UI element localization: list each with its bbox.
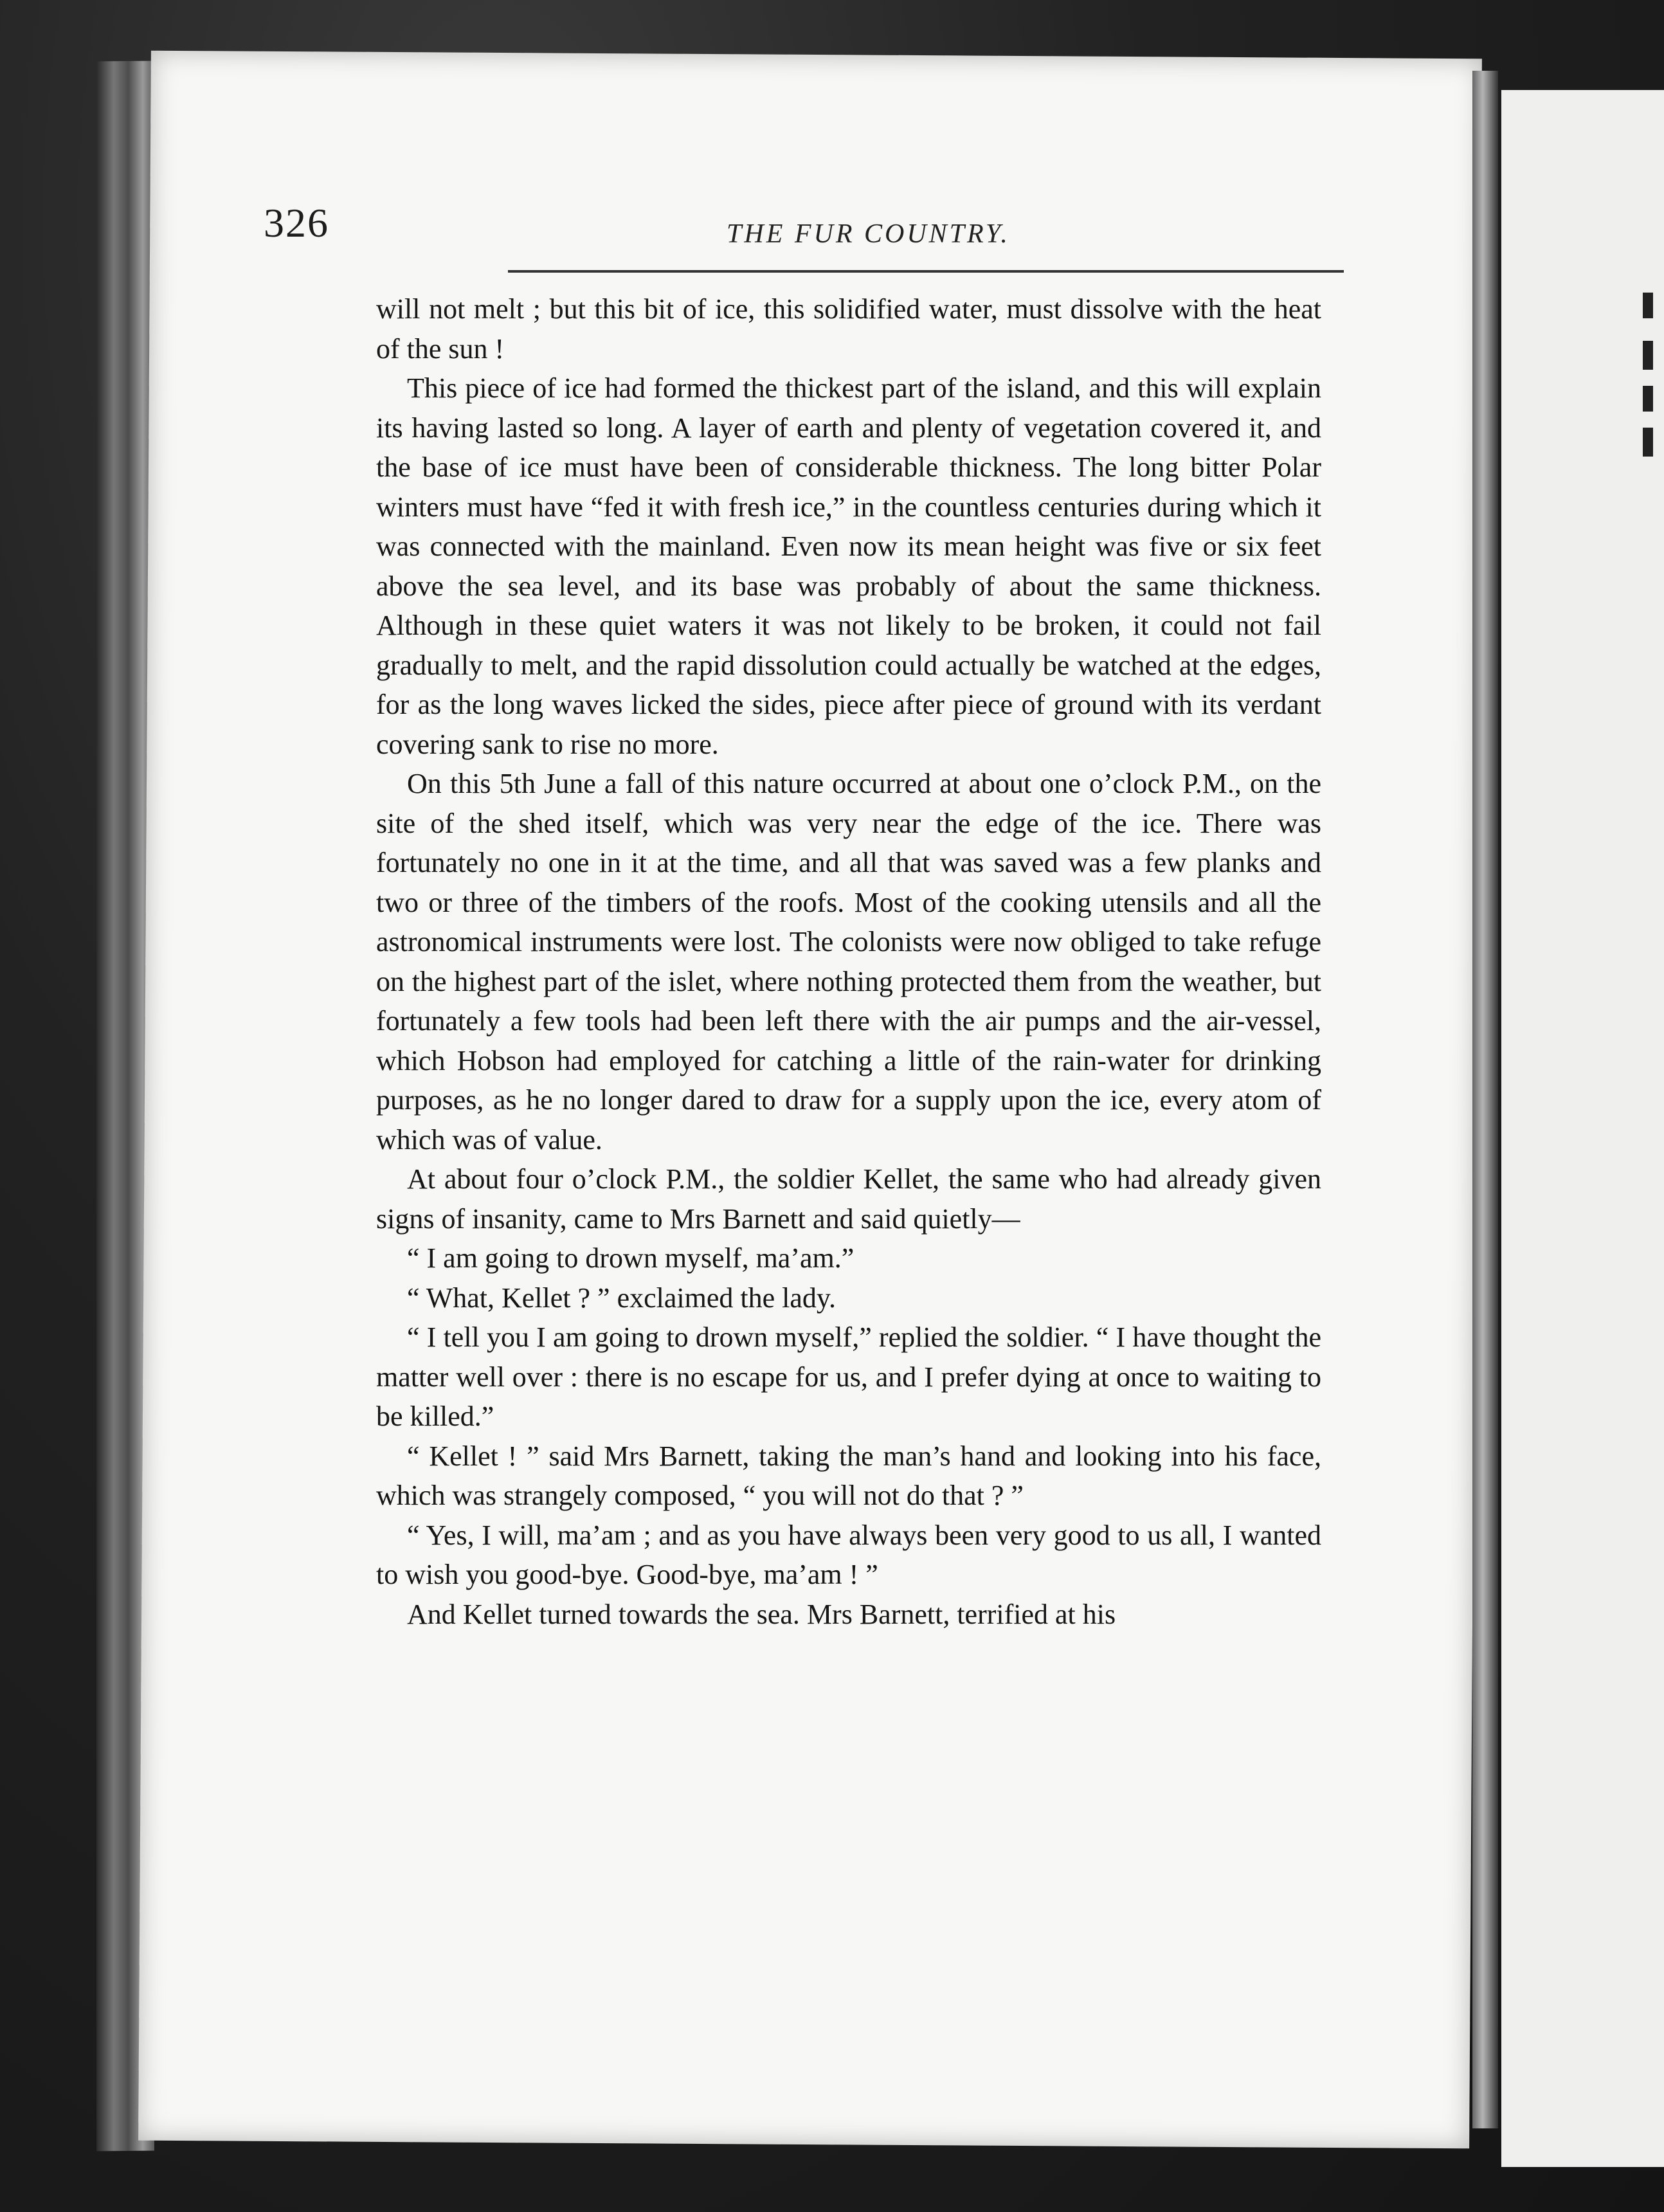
paragraph: On this 5th June a fall of this nature occurred at about one o’clock P.M., on the site of the shed itself, which was very near the edge of the ice. There was fortunately no one in it at the time, and all that was saved was a few planks and two or three of the timbers of the roofs. Most of the cooking utensils and all the astronomical instruments were lost. The colonists were now obliged to take refuge on the highest part of the islet, where nothing protected them from the weather, but fortunately a few tools had been left there with the air pumps and the air-vessel, which Hobson had employed for catching a little of the rain-water for drinking purposes, as he no longer dared to draw for a supply upon the ice, every atom of which was of value. [376, 768, 1321, 1156]
running-title: THE FUR COUNTRY. [727, 219, 1010, 249]
paragraph: will not melt ; but this bit of ice, this solidified water, must dissolve with the heat of the sun ! [376, 293, 1321, 365]
paragraph: “ Yes, I will, ma’am ; and as you have always been very good to us all, I wanted to wish you good-bye. Good-bye, ma’am ! ” [376, 1519, 1321, 1590]
page-header [264, 199, 1344, 270]
paragraph: And Kellet turned towards the sea. Mrs Barnett, terrified at his [407, 1598, 1116, 1630]
page-number: 326 [264, 200, 329, 246]
paragraph: At about four o’clock P.M., the soldier Kellet, the same who had already given signs of insanity, came to Mrs Barnett and said quietly— [376, 1163, 1321, 1235]
facing-page-edge [1501, 90, 1664, 2167]
header-rule [508, 270, 1344, 273]
paragraph: “ I am going to drown myself, ma’am.” [407, 1242, 855, 1274]
paragraph: “ I tell you I am going to drown myself,” replied the soldier. “ I have thought the matter well over : there is no escape for us, and I prefer dying at once to waiting to be killed.” [376, 1321, 1321, 1432]
paragraph: “ What, Kellet ? ” exclaimed the lady. [407, 1282, 837, 1314]
book-gutter [1472, 71, 1498, 2128]
paragraph: “ Kellet ! ” said Mrs Barnett, taking the man’s hand and looking into his face, which was strangely composed, “ you will not do that ? ” [376, 1440, 1321, 1511]
paragraph: This piece of ice had formed the thickest part of the island, and this will explain its having lasted so long. A layer of earth and plenty of vegetation covered it, and the base of ice must have been of considerable thickness. The long bitter Polar winters must have “fed it with fresh ice,” in the countless centuries during which it was connected with the mainland. Even now its mean height was five or six feet above the sea level, and its base was probably of about the same thickness. Although in these quiet waters it was not likely to be broken, it could not fail gradually to melt, and the rapid dissolution could actually be watched at the edges, for as the long waves licked the sides, piece after piece of ground with its verdant covering sank to rise no more. [376, 372, 1321, 760]
body-text [376, 289, 1321, 1634]
